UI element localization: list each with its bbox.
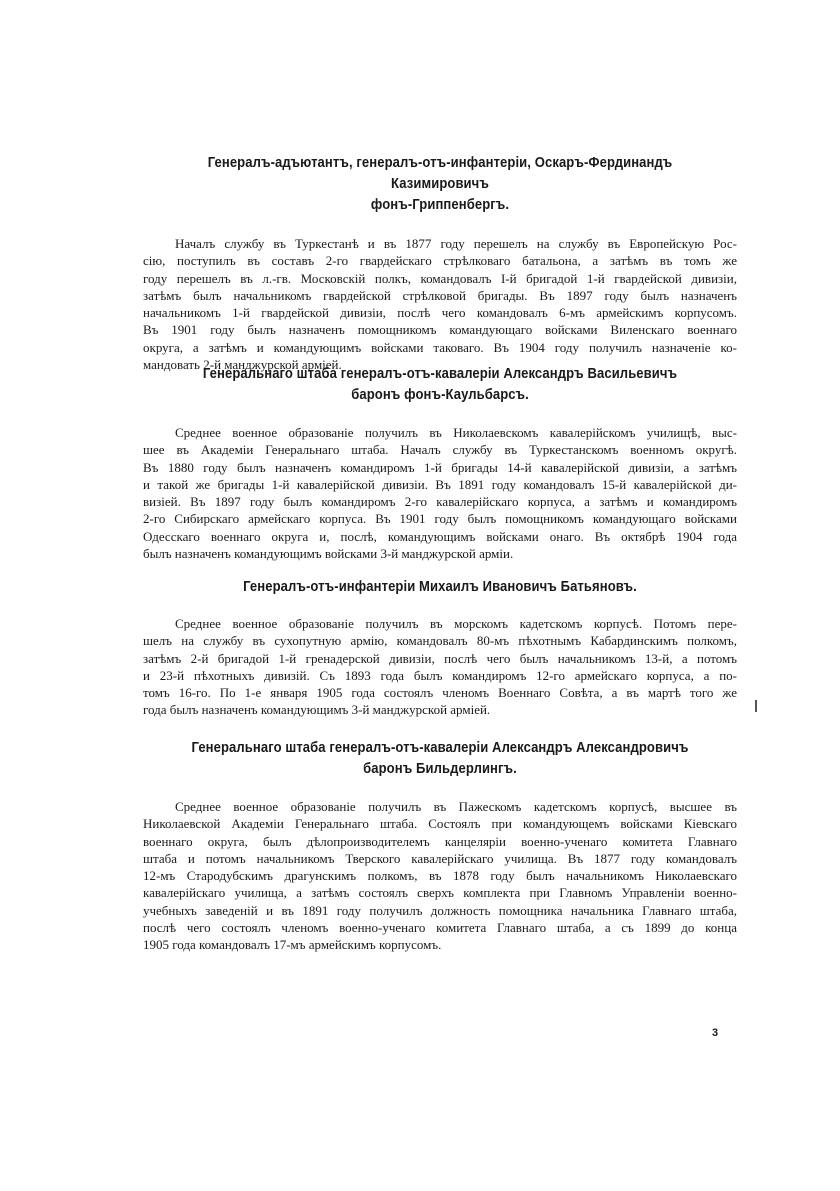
heading-line: фонъ-Гриппенбергъ. <box>370 197 510 213</box>
paragraph-line: томъ 16-го. По 1-е января 1905 года состоялъ членомъ Военнаго Совѣта, а въ мартѣ того же <box>143 685 737 701</box>
paragraph-line: штаба и потомъ начальникомъ Тверского кавалерійскаго училища. Въ 1877 году командовалъ <box>143 850 737 866</box>
paragraph-line: 2-го Сибирскаго армейскаго корпуса. Въ 1901 году былъ помощникомъ командующаго войсками <box>143 511 737 527</box>
heading-line: Генеральнаго штаба генералъ-отъ-кавалеріи Александръ Александровичъ <box>191 740 689 756</box>
paragraph-line: кавалерійскаго училища, а затѣмъ состоялъ сверхъ комплекта при Главномъ Управленіи военно- <box>143 885 737 901</box>
heading-line: Генералъ-отъ-инфантеріи Михаилъ Ивановичъ Батьяновъ. <box>243 579 637 595</box>
paragraph-line: и 23-й пѣхотныхъ дивизій. Съ 1893 года былъ командиромъ 12-го армейскаго корпуса, а по- <box>143 667 737 683</box>
biography-section-grippenberg <box>143 153 737 373</box>
paragraph-line: округа, а затѣмъ и командующимъ войсками таковаго. Въ 1904 году получилъ назначеніе ко- <box>143 339 737 355</box>
paragraph-line: Въ 1901 году былъ назначенъ помощникомъ командующаго войсками Виленскаго военнаго <box>143 322 737 338</box>
paragraph-line: Среднее военное образованіе получилъ въ Николаевскомъ кавалерійскомъ училищѣ, выс- <box>175 425 737 440</box>
paragraph-line: шее въ Академіи Генеральнаго штаба. Началъ службу въ Туркестанскомъ военномъ округѣ. <box>143 442 737 458</box>
paragraph-line: послѣ чего состоялъ членомъ военно-ученаго комитета Главнаго штаба, а съ 1899 до конца <box>143 920 737 936</box>
paragraph-line: шелъ на службу въ сухопутную армію, командовалъ 80-мъ пѣхотнымъ Кабардинскимъ полкомъ, <box>143 633 737 649</box>
scan-mark <box>755 700 757 712</box>
paragraph-line: сію, поступилъ въ составъ 2-го гвардейскаго стрѣлковаго батальона, а затѣмъ въ томъ же <box>143 253 737 269</box>
paragraph-line: Въ 1880 году былъ назначенъ командиромъ 1-й бригады 14-й кавалерійской дивизіи, а затѣмъ <box>143 459 737 475</box>
paragraph-line: Одесскаго военнаго округа и, послѣ, командующимъ войсками онаго. Въ октябрѣ 1904 года <box>143 528 737 544</box>
paragraph-line: 1905 года командовалъ 17-мъ армейскимъ корпусомъ. <box>143 937 442 953</box>
paragraph-line: былъ назначенъ командующимъ войсками 3-й манджурской арміи. <box>143 546 514 562</box>
paragraph-line: Николаевской Академіи Генеральнаго штаба. Состоялъ при командующемъ войсками Кіевскаго <box>143 816 737 832</box>
paragraph-line: года былъ назначенъ командующимъ 3-й манджурской арміей. <box>143 702 491 718</box>
section-paragraph <box>143 798 737 954</box>
paragraph-line: Началъ службу въ Туркестанѣ и въ 1877 году перешелъ на службу въ Европейскую Рос- <box>175 236 737 251</box>
biography-section-bilderling <box>143 738 737 954</box>
section-paragraph <box>143 424 737 562</box>
paragraph-line: 12-мъ Стародубскимъ драгунскимъ полкомъ, въ 1878 году былъ начальникомъ Николаевскаго <box>143 868 737 884</box>
heading-line: баронъ фонъ-Каульбарсъ. <box>351 387 529 403</box>
paragraph-line: затѣмъ 2-й бригадой 1-й гренадерской дивизіи, послѣ чего былъ начальникомъ 13-й, а потомъ <box>143 650 737 666</box>
paragraph-line: начальникомъ 1-й гвардейской дивизіи, послѣ чего командовалъ 6-мъ армейскимъ корпусомъ. <box>143 305 737 321</box>
section-paragraph <box>143 235 737 373</box>
section-heading <box>173 153 708 216</box>
section-heading <box>173 577 708 598</box>
section-heading <box>173 738 708 780</box>
heading-line: баронъ Бильдерлингъ. <box>363 761 517 777</box>
paragraph-line: визіей. Въ 1897 году былъ командиромъ 2-го кавалерійскаго корпуса, а затѣмъ и командиромъ <box>143 494 737 510</box>
paragraph-line: затѣмъ былъ начальникомъ гвардейской стрѣлковой бригады. Въ 1897 году былъ назначенъ <box>143 287 737 303</box>
paragraph-line: военнаго округа, былъ дѣлопроизводителемъ канцеляріи военно-ученаго комитета Главнаго <box>143 833 737 849</box>
section-paragraph <box>143 615 737 719</box>
paragraph-line: году перешелъ въ л.-гв. Московскій полкъ, командовалъ І-й бригадой 1-й гвардейской дивизіи, <box>143 270 737 286</box>
page-number: 3 <box>712 1027 719 1039</box>
paragraph-line: учебныхъ заведеній и въ 1891 году получилъ должность помощника начальника Главнаго штаба, <box>143 902 737 918</box>
paragraph-line: Среднее военное образованіе получилъ въ морскомъ кадетскомъ корпусѣ. Потомъ пере- <box>175 616 737 631</box>
biography-section-kaulbars <box>143 364 737 562</box>
paragraph-line: мандовать 2-й манджурской арміей. <box>143 357 342 373</box>
heading-line: Генералъ-адъютантъ, генералъ-отъ-инфантеріи, Оскаръ-Фердинандъ Казимировичъ <box>207 155 673 192</box>
paragraph-line: Среднее военное образованіе получилъ въ Пажескомъ кадетскомъ корпусѣ, высшее въ <box>175 799 737 814</box>
section-heading <box>173 364 708 406</box>
heading-line: Генеральнаго штаба генералъ-отъ-кавалеріи Александръ Васильевичъ <box>202 366 678 382</box>
paragraph-line: и такой же бригады 1-й кавалерійской дивизіи. Въ 1891 году командовалъ 15-й кавалерійской ди- <box>143 476 737 492</box>
biography-section-batyanov <box>143 577 737 719</box>
